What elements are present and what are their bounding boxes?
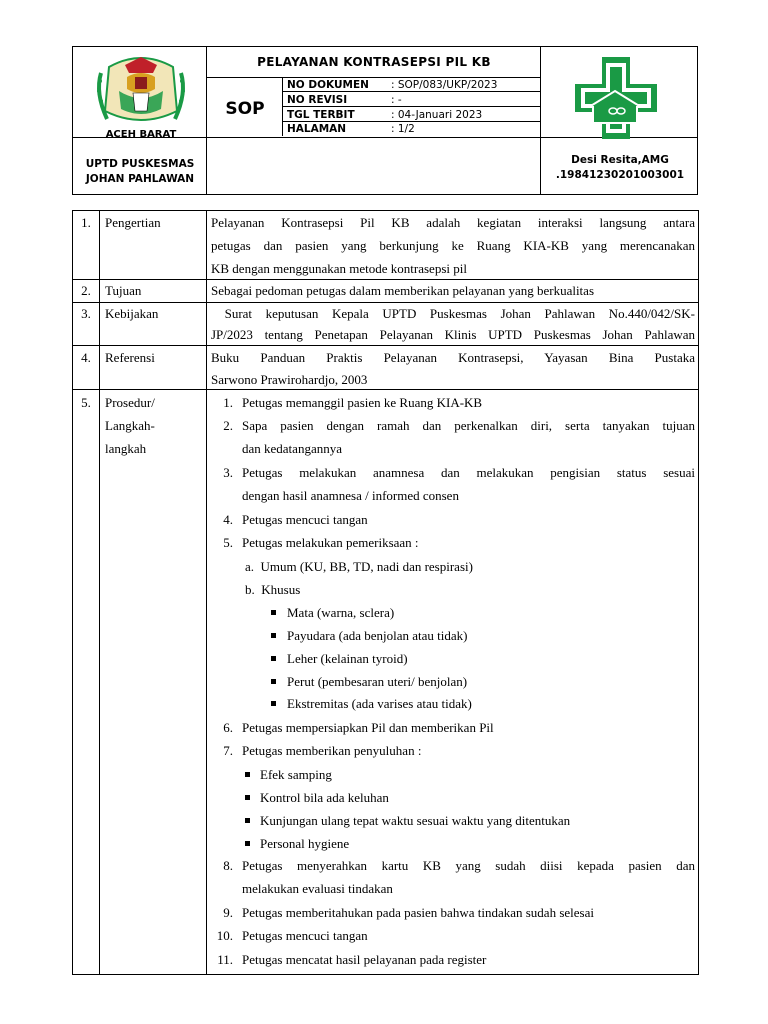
- pengertian-line: petugas dan pasien yang berkunjung ke Ruang KIA-KB yang merencanakan: [211, 238, 695, 253]
- row-number: 3.: [81, 306, 91, 321]
- sop-header: [72, 46, 698, 195]
- sub-step: a. Umum (KU, BB, TD, nadi dan respirasi): [245, 559, 473, 574]
- kebijakan-line: Surat keputusan Kepala UPTD Puskesmas Johan Pahlawan No.440/042/SK-: [211, 306, 695, 321]
- tujuan-text: Sebagai pedoman petugas dalam memberikan pelayanan yang berkualitas: [211, 283, 594, 298]
- sub-step: b. Khusus: [245, 582, 301, 597]
- signer-block: [541, 153, 699, 183]
- pengertian-line: Pelayanan Kontrasepsi Pil KB adalah kegiatan interaksi langsung antara: [211, 215, 695, 230]
- kebijakan-line: JP/2023 tentang Penetapan Pelayanan Klinis UPTD Puskesmas Johan Pahlawan: [211, 327, 695, 342]
- logo-caption: ACEH BARAT: [105, 129, 177, 140]
- row-label-prosedur: Prosedur/ Langkah- langkah: [105, 395, 155, 456]
- row-number: 4.: [81, 350, 91, 365]
- signer-name: Desi Resita,AMG: [571, 154, 669, 166]
- bullet-item: Ekstremitas (ada varises atau tidak): [271, 692, 472, 715]
- bullet-item: Kunjungan ulang tepat waktu sesuai waktu yang ditentukan: [245, 809, 570, 832]
- bullet-item: Mata (warna, sclera): [271, 601, 394, 624]
- referensi-line: Buku Panduan Praktis Pelayanan Kontrasepsi, Yayasan Bina Pustaka: [211, 350, 695, 365]
- sop-content-table: 1. Pengertian Pelayanan Kontrasepsi Pil KB adalah kegiatan interaksi langsung antara petugas dan pasien yang berkunjung ke Ruang KIA-KB yang merencanakan KB dengan menggunakan metode kontrasepsi pil 2. Tujuan Sebagai pedoman petugas dalam memberikan pelayanan yang berkualitas 3. Kebijakan Surat keputusan Kepala UPTD Puskesmas Johan Pahlawan No.440/042/SK- JP/2023 tentang Penetapan Pelayanan Klinis UPTD Puskesmas Johan Pahlawan 4. Referensi Buku Panduan Praktis Pelayanan Kontrasepsi, Yayasan Bina Pustaka Sarwono Prawirohardjo, 2003 5. Prosedur/ Langkah- langkah 1. Petugas memanggil pasien ke Ruang KIA-KB 2. Sapa pasien dengan ramah dan perkenalkan diri, serta tanyakan tujuan dan kedatangannya 3. Petugas melakukan anamnesa dan melakukan pengisian status sesuai dengan hasil anamnesa / informed consen 4. Petugas mencuci tangan 5. Petugas melakukan pemeriksaan : a. Umum (KU, BB, TD, nadi dan respirasi) b. Khusus Mata (warna, sclera) Payudara (ada benjolan atau tidak) Leher (kelainan tyroid) Perut (pembesaran uteri/ benjolan) Ekstremitas (ada varises atau tidak) 6. Petugas mempersiapkan Pil dan memberikan Pil 7. Petugas memberikan penyuluhan : Efek samping Kontrol bila ada keluhan Kunjungan ulang tepat waktu sesuai waktu yang ditentukan Personal hygiene 8. Petugas menyerahkan kartu KB yang sudah diisi kepada pasien dan melakukan evaluasi tindakan 9. Petugas memberitahukan pada pasien bahwa tindakan sudah selesai 10. Petugas mencuci tangan 11. Petugas mencatat hasil pelayanan pada register: [72, 210, 699, 975]
- meta-tgl-terbit: TGL TERBIT : 04-Januari 2023: [287, 109, 483, 121]
- bullet-item: Personal hygiene: [245, 832, 349, 855]
- row-number: 5.: [81, 395, 91, 410]
- pengertian-line: KB dengan menggunakan metode kontrasepsi pil: [211, 261, 467, 276]
- signer-nip: .19841230201003001: [555, 169, 685, 181]
- meta-no-dokumen: NO DOKUMEN : SOP/083/UKP/2023: [287, 79, 498, 91]
- document-title: PELAYANAN KONTRASEPSI PIL KB: [257, 55, 491, 69]
- meta-no-revisi: NO REVISI : -: [287, 94, 402, 106]
- bullet-item: Kontrol bila ada keluhan: [245, 786, 389, 809]
- referensi-line: Sarwono Prawirohardjo, 2003: [211, 372, 368, 387]
- row-label-referensi: Referensi: [105, 350, 155, 365]
- organization-name: UPTD PUSKESMAS JOHAN PAHLAWAN: [85, 158, 195, 185]
- aceh-barat-logo: [91, 53, 191, 143]
- puskesmas-logo: [569, 53, 663, 143]
- bullet-item: Efek samping: [245, 763, 332, 786]
- bullet-item: Leher (kelainan tyroid): [271, 647, 408, 670]
- meta-halaman: HALAMAN : 1/2: [287, 123, 415, 135]
- row-label-kebijakan: Kebijakan: [105, 306, 159, 321]
- row-label-tujuan: Tujuan: [105, 283, 142, 298]
- row-number: 2.: [81, 283, 91, 298]
- row-label-pengertian: Pengertian: [105, 215, 161, 230]
- row-number: 1.: [81, 215, 91, 230]
- sop-label: SOP: [225, 99, 265, 119]
- bullet-item: Payudara (ada benjolan atau tidak): [271, 624, 467, 647]
- bullet-item: Perut (pembesaran uteri/ benjolan): [271, 670, 467, 693]
